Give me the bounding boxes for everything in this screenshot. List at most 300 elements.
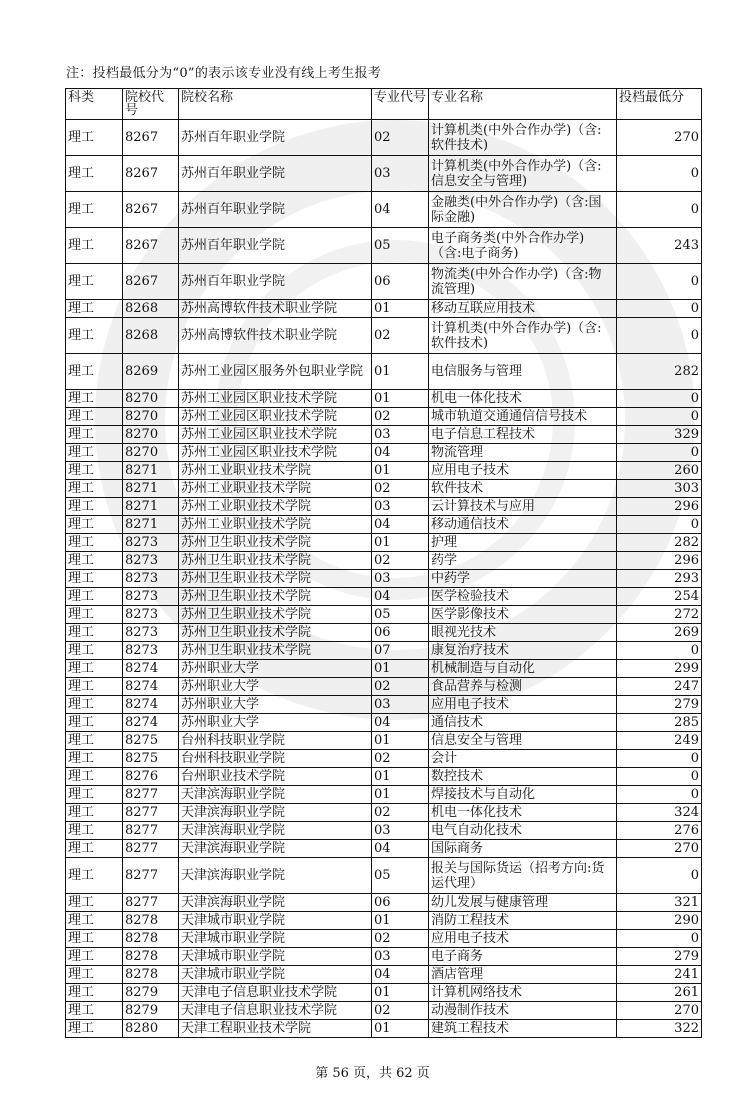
table-row [66, 354, 702, 390]
table-row [66, 678, 702, 696]
cell-min-score: 254 [617, 588, 702, 606]
cell-min-score: 293 [617, 570, 702, 588]
cell-major-code: 01 [372, 912, 429, 930]
cell-school-code: 8278 [123, 948, 179, 966]
cell-school-name: 天津滨海职业学院 [179, 840, 372, 858]
header-category: 科类 [66, 89, 123, 120]
header-major-code: 专业代号 [372, 89, 429, 120]
cell-major-name: 护理 [429, 534, 617, 552]
cell-major-code: 01 [372, 354, 429, 390]
cell-school-name: 苏州百年职业学院 [179, 120, 372, 156]
cell-school-code: 8274 [123, 660, 179, 678]
cell-min-score: 276 [617, 822, 702, 840]
cell-school-code: 8277 [123, 858, 179, 894]
cell-major-name: 机电一体化技术 [429, 804, 617, 822]
cell-major-name: 机电一体化技术 [429, 390, 617, 408]
cell-school-code: 8267 [123, 264, 179, 300]
cell-school-code: 8279 [123, 1002, 179, 1020]
cell-min-score: 270 [617, 1002, 702, 1020]
cell-major-code: 04 [372, 516, 429, 534]
cell-school-code: 8270 [123, 390, 179, 408]
cell-category: 理工 [66, 678, 123, 696]
cell-category: 理工 [66, 768, 123, 786]
note-text: 注：投档最低分为“0”的表示该专业没有线上考生报考 [66, 66, 382, 81]
cell-category: 理工 [66, 858, 123, 894]
table-row [66, 714, 702, 732]
cell-major-name: 数控技术 [429, 768, 617, 786]
cell-major-code: 02 [372, 1002, 429, 1020]
table-row [66, 930, 702, 948]
cell-major-code: 02 [372, 318, 429, 354]
cell-major-name: 计算机类(中外合作办学)（含:软件技术) [429, 120, 617, 156]
table-row [66, 1002, 702, 1020]
cell-min-score: 0 [617, 156, 702, 192]
cell-school-code: 8271 [123, 480, 179, 498]
cell-min-score: 261 [617, 984, 702, 1002]
cell-min-score: 285 [617, 714, 702, 732]
cell-category: 理工 [66, 606, 123, 624]
cell-major-code: 06 [372, 264, 429, 300]
cell-category: 理工 [66, 696, 123, 714]
cell-category: 理工 [66, 426, 123, 444]
cell-category: 理工 [66, 1020, 123, 1038]
table-row [66, 732, 702, 750]
cell-major-code: 04 [372, 714, 429, 732]
cell-min-score: 241 [617, 966, 702, 984]
cell-school-name: 苏州工业园区服务外包职业学院 [179, 354, 372, 390]
cell-major-code: 01 [372, 786, 429, 804]
table-row [66, 120, 702, 156]
cell-school-code: 8270 [123, 408, 179, 426]
cell-major-name: 电子信息工程技术 [429, 426, 617, 444]
table-row [66, 984, 702, 1002]
table-row [66, 570, 702, 588]
table-row [66, 300, 702, 318]
cell-category: 理工 [66, 642, 123, 660]
cell-min-score: 0 [617, 858, 702, 894]
cell-min-score: 0 [617, 768, 702, 786]
cell-category: 理工 [66, 120, 123, 156]
cell-category: 理工 [66, 750, 123, 768]
cell-school-code: 8269 [123, 354, 179, 390]
cell-major-code: 02 [372, 930, 429, 948]
table-row [66, 786, 702, 804]
cell-major-name: 计算机类(中外合作办学)（含:软件技术) [429, 318, 617, 354]
cell-school-code: 8274 [123, 696, 179, 714]
cell-major-code: 05 [372, 858, 429, 894]
cell-school-name: 天津滨海职业学院 [179, 858, 372, 894]
cell-category: 理工 [66, 714, 123, 732]
header-min-score: 投档最低分 [617, 89, 702, 120]
cell-school-code: 8277 [123, 822, 179, 840]
cell-major-code: 03 [372, 426, 429, 444]
table-row [66, 228, 702, 264]
cell-category: 理工 [66, 534, 123, 552]
table-row [66, 822, 702, 840]
cell-school-code: 8273 [123, 552, 179, 570]
table-header-row [66, 89, 702, 120]
cell-category: 理工 [66, 894, 123, 912]
cell-major-code: 04 [372, 444, 429, 462]
table-row [66, 516, 702, 534]
cell-category: 理工 [66, 624, 123, 642]
table-row [66, 804, 702, 822]
cell-school-code: 8270 [123, 426, 179, 444]
cell-major-name: 会计 [429, 750, 617, 768]
cell-category: 理工 [66, 462, 123, 480]
header-school-code: 院校代号 [123, 89, 179, 120]
cell-category: 理工 [66, 354, 123, 390]
table-row [66, 642, 702, 660]
cell-school-name: 天津滨海职业学院 [179, 822, 372, 840]
cell-major-name: 计算机类(中外合作办学)（含:信息安全与管理) [429, 156, 617, 192]
cell-category: 理工 [66, 840, 123, 858]
table-row [66, 768, 702, 786]
cell-school-code: 8274 [123, 714, 179, 732]
cell-major-code: 02 [372, 678, 429, 696]
cell-school-name: 苏州卫生职业技术学院 [179, 642, 372, 660]
table-row [66, 858, 702, 894]
cell-category: 理工 [66, 552, 123, 570]
cell-school-code: 8273 [123, 588, 179, 606]
cell-category: 理工 [66, 930, 123, 948]
cell-major-name: 电子商务类(中外合作办学)（含:电子商务) [429, 228, 617, 264]
page-footer: 第 56 页，共 62 页 [315, 1066, 430, 1081]
table-row [66, 318, 702, 354]
table-row [66, 966, 702, 984]
cell-major-name: 报关与国际货运（招考方向:货运代理） [429, 858, 617, 894]
cell-min-score: 279 [617, 696, 702, 714]
table-row [66, 534, 702, 552]
cell-min-score: 324 [617, 804, 702, 822]
cell-min-score: 299 [617, 660, 702, 678]
cell-school-name: 苏州工业职业技术学院 [179, 480, 372, 498]
cell-school-name: 苏州百年职业学院 [179, 156, 372, 192]
table-row [66, 588, 702, 606]
cell-school-name: 苏州百年职业学院 [179, 192, 372, 228]
cell-school-code: 8273 [123, 534, 179, 552]
table-row [66, 1020, 702, 1038]
cell-category: 理工 [66, 480, 123, 498]
cell-school-name: 苏州工业职业技术学院 [179, 498, 372, 516]
cell-category: 理工 [66, 408, 123, 426]
cell-school-name: 苏州高博软件技术职业学院 [179, 300, 372, 318]
table-row [66, 840, 702, 858]
cell-major-name: 电子商务 [429, 948, 617, 966]
cell-major-code: 02 [372, 120, 429, 156]
cell-school-code: 8278 [123, 966, 179, 984]
table-row [66, 480, 702, 498]
header-major-name: 专业名称 [429, 89, 617, 120]
table-row [66, 552, 702, 570]
cell-category: 理工 [66, 822, 123, 840]
cell-major-name: 医学检验技术 [429, 588, 617, 606]
cell-school-code: 8273 [123, 624, 179, 642]
cell-min-score: 269 [617, 624, 702, 642]
cell-min-score: 0 [617, 444, 702, 462]
cell-major-name: 物流管理 [429, 444, 617, 462]
cell-category: 理工 [66, 498, 123, 516]
cell-school-code: 8271 [123, 516, 179, 534]
table-row [66, 660, 702, 678]
cell-category: 理工 [66, 966, 123, 984]
cell-major-code: 01 [372, 732, 429, 750]
cell-major-name: 眼视光技术 [429, 624, 617, 642]
cell-min-score: 243 [617, 228, 702, 264]
cell-major-code: 03 [372, 948, 429, 966]
header-school-name: 院校名称 [179, 89, 372, 120]
cell-school-name: 苏州工业职业技术学院 [179, 462, 372, 480]
cell-min-score: 0 [617, 642, 702, 660]
cell-major-code: 01 [372, 462, 429, 480]
cell-school-name: 天津滨海职业学院 [179, 894, 372, 912]
table-row [66, 192, 702, 228]
cell-major-code: 02 [372, 750, 429, 768]
cell-major-code: 03 [372, 696, 429, 714]
cell-min-score: 0 [617, 192, 702, 228]
admission-score-table [65, 88, 702, 1038]
cell-category: 理工 [66, 300, 123, 318]
cell-min-score: 249 [617, 732, 702, 750]
table-row [66, 696, 702, 714]
cell-major-name: 焊接技术与自动化 [429, 786, 617, 804]
cell-major-name: 云计算技术与应用 [429, 498, 617, 516]
cell-category: 理工 [66, 732, 123, 750]
cell-min-score: 270 [617, 840, 702, 858]
cell-school-name: 台州职业技术学院 [179, 768, 372, 786]
cell-min-score: 303 [617, 480, 702, 498]
cell-major-code: 05 [372, 606, 429, 624]
cell-major-code: 04 [372, 588, 429, 606]
cell-school-name: 苏州百年职业学院 [179, 228, 372, 264]
cell-min-score: 247 [617, 678, 702, 696]
cell-min-score: 296 [617, 498, 702, 516]
cell-school-name: 天津工程职业技术学院 [179, 1020, 372, 1038]
cell-major-code: 01 [372, 768, 429, 786]
cell-school-name: 天津城市职业学院 [179, 930, 372, 948]
cell-school-code: 8273 [123, 642, 179, 660]
table-row [66, 462, 702, 480]
cell-school-code: 8267 [123, 156, 179, 192]
cell-min-score: 0 [617, 300, 702, 318]
cell-school-name: 台州科技职业学院 [179, 750, 372, 768]
cell-category: 理工 [66, 804, 123, 822]
cell-school-name: 苏州卫生职业技术学院 [179, 534, 372, 552]
cell-category: 理工 [66, 156, 123, 192]
cell-major-name: 应用电子技术 [429, 696, 617, 714]
table-row [66, 606, 702, 624]
cell-school-name: 天津城市职业学院 [179, 948, 372, 966]
cell-min-score: 0 [617, 264, 702, 300]
cell-school-code: 8267 [123, 192, 179, 228]
cell-major-name: 计算机网络技术 [429, 984, 617, 1002]
cell-min-score: 0 [617, 786, 702, 804]
cell-major-name: 酒店管理 [429, 966, 617, 984]
cell-major-name: 中药学 [429, 570, 617, 588]
table-body [66, 120, 702, 1038]
cell-major-name: 医学影像技术 [429, 606, 617, 624]
cell-category: 理工 [66, 516, 123, 534]
cell-school-name: 天津电子信息职业技术学院 [179, 984, 372, 1002]
table-row [66, 894, 702, 912]
cell-min-score: 0 [617, 408, 702, 426]
cell-school-name: 苏州职业大学 [179, 660, 372, 678]
cell-min-score: 272 [617, 606, 702, 624]
cell-school-code: 8275 [123, 750, 179, 768]
cell-school-name: 苏州卫生职业技术学院 [179, 570, 372, 588]
cell-school-name: 苏州职业大学 [179, 678, 372, 696]
cell-major-code: 03 [372, 570, 429, 588]
cell-category: 理工 [66, 588, 123, 606]
cell-school-code: 8270 [123, 444, 179, 462]
cell-major-code: 01 [372, 390, 429, 408]
cell-school-name: 苏州卫生职业技术学院 [179, 588, 372, 606]
cell-category: 理工 [66, 1002, 123, 1020]
table-row [66, 426, 702, 444]
cell-major-code: 01 [372, 534, 429, 552]
table-row [66, 750, 702, 768]
cell-major-code: 06 [372, 624, 429, 642]
cell-major-code: 01 [372, 660, 429, 678]
cell-school-code: 8275 [123, 732, 179, 750]
cell-school-code: 8268 [123, 300, 179, 318]
cell-major-code: 02 [372, 804, 429, 822]
cell-school-name: 苏州职业大学 [179, 696, 372, 714]
cell-category: 理工 [66, 786, 123, 804]
cell-major-name: 康复治疗技术 [429, 642, 617, 660]
cell-major-name: 机械制造与自动化 [429, 660, 617, 678]
cell-major-code: 04 [372, 840, 429, 858]
cell-major-code: 03 [372, 822, 429, 840]
cell-min-score: 260 [617, 462, 702, 480]
cell-major-code: 05 [372, 228, 429, 264]
cell-school-code: 8278 [123, 930, 179, 948]
cell-school-code: 8280 [123, 1020, 179, 1038]
cell-school-name: 苏州卫生职业技术学院 [179, 552, 372, 570]
cell-min-score: 322 [617, 1020, 702, 1038]
cell-major-name: 消防工程技术 [429, 912, 617, 930]
cell-school-name: 苏州工业园区职业技术学院 [179, 444, 372, 462]
cell-school-code: 8271 [123, 462, 179, 480]
cell-school-code: 8278 [123, 912, 179, 930]
table-row [66, 948, 702, 966]
cell-school-name: 苏州职业大学 [179, 714, 372, 732]
table-row [66, 156, 702, 192]
cell-major-name: 食品营养与检测 [429, 678, 617, 696]
cell-category: 理工 [66, 570, 123, 588]
cell-category: 理工 [66, 390, 123, 408]
cell-major-code: 07 [372, 642, 429, 660]
cell-major-code: 02 [372, 408, 429, 426]
cell-category: 理工 [66, 318, 123, 354]
cell-major-code: 02 [372, 552, 429, 570]
cell-min-score: 282 [617, 354, 702, 390]
cell-min-score: 0 [617, 930, 702, 948]
cell-min-score: 0 [617, 390, 702, 408]
table-row [66, 390, 702, 408]
cell-major-code: 01 [372, 300, 429, 318]
cell-major-name: 电信服务与管理 [429, 354, 617, 390]
cell-school-name: 苏州百年职业学院 [179, 264, 372, 300]
cell-school-code: 8277 [123, 804, 179, 822]
table-row [66, 264, 702, 300]
cell-school-code: 8279 [123, 984, 179, 1002]
cell-school-name: 苏州工业园区职业技术学院 [179, 390, 372, 408]
cell-school-name: 苏州工业园区职业技术学院 [179, 426, 372, 444]
cell-school-name: 苏州卫生职业技术学院 [179, 624, 372, 642]
cell-major-code: 03 [372, 498, 429, 516]
cell-min-score: 321 [617, 894, 702, 912]
cell-school-code: 8273 [123, 570, 179, 588]
cell-school-name: 苏州卫生职业技术学院 [179, 606, 372, 624]
cell-school-code: 8268 [123, 318, 179, 354]
table-row [66, 498, 702, 516]
cell-major-name: 移动通信技术 [429, 516, 617, 534]
cell-category: 理工 [66, 192, 123, 228]
cell-school-name: 苏州高博软件技术职业学院 [179, 318, 372, 354]
cell-min-score: 329 [617, 426, 702, 444]
cell-major-name: 动漫制作技术 [429, 1002, 617, 1020]
cell-min-score: 290 [617, 912, 702, 930]
cell-school-code: 8267 [123, 120, 179, 156]
cell-school-code: 8276 [123, 768, 179, 786]
cell-major-name: 建筑工程技术 [429, 1020, 617, 1038]
cell-school-name: 苏州工业园区职业技术学院 [179, 408, 372, 426]
cell-min-score: 279 [617, 948, 702, 966]
cell-min-score: 0 [617, 318, 702, 354]
cell-category: 理工 [66, 948, 123, 966]
cell-major-name: 药学 [429, 552, 617, 570]
cell-school-code: 8274 [123, 678, 179, 696]
cell-major-name: 物流类(中外合作办学)（含:物流管理) [429, 264, 617, 300]
cell-school-code: 8277 [123, 786, 179, 804]
cell-category: 理工 [66, 228, 123, 264]
cell-school-name: 台州科技职业学院 [179, 732, 372, 750]
table-row [66, 408, 702, 426]
cell-category: 理工 [66, 444, 123, 462]
cell-school-name: 苏州工业职业技术学院 [179, 516, 372, 534]
cell-major-name: 信息安全与管理 [429, 732, 617, 750]
cell-major-name: 应用电子技术 [429, 462, 617, 480]
cell-school-name: 天津滨海职业学院 [179, 786, 372, 804]
cell-min-score: 270 [617, 120, 702, 156]
cell-category: 理工 [66, 660, 123, 678]
cell-min-score: 296 [617, 552, 702, 570]
cell-major-name: 移动互联应用技术 [429, 300, 617, 318]
cell-category: 理工 [66, 984, 123, 1002]
cell-school-name: 天津城市职业学院 [179, 912, 372, 930]
cell-school-code: 8277 [123, 840, 179, 858]
cell-school-code: 8277 [123, 894, 179, 912]
table-row [66, 624, 702, 642]
cell-school-name: 天津电子信息职业技术学院 [179, 1002, 372, 1020]
cell-major-name: 金融类(中外合作办学)（含:国际金融) [429, 192, 617, 228]
cell-school-code: 8271 [123, 498, 179, 516]
cell-min-score: 0 [617, 516, 702, 534]
cell-category: 理工 [66, 264, 123, 300]
cell-major-code: 02 [372, 480, 429, 498]
cell-major-name: 应用电子技术 [429, 930, 617, 948]
cell-major-name: 幼儿发展与健康管理 [429, 894, 617, 912]
cell-min-score: 282 [617, 534, 702, 552]
table-row [66, 444, 702, 462]
cell-school-name: 天津城市职业学院 [179, 966, 372, 984]
cell-min-score: 0 [617, 750, 702, 768]
cell-school-name: 天津滨海职业学院 [179, 804, 372, 822]
cell-category: 理工 [66, 912, 123, 930]
cell-major-name: 电气自动化技术 [429, 822, 617, 840]
cell-school-code: 8267 [123, 228, 179, 264]
